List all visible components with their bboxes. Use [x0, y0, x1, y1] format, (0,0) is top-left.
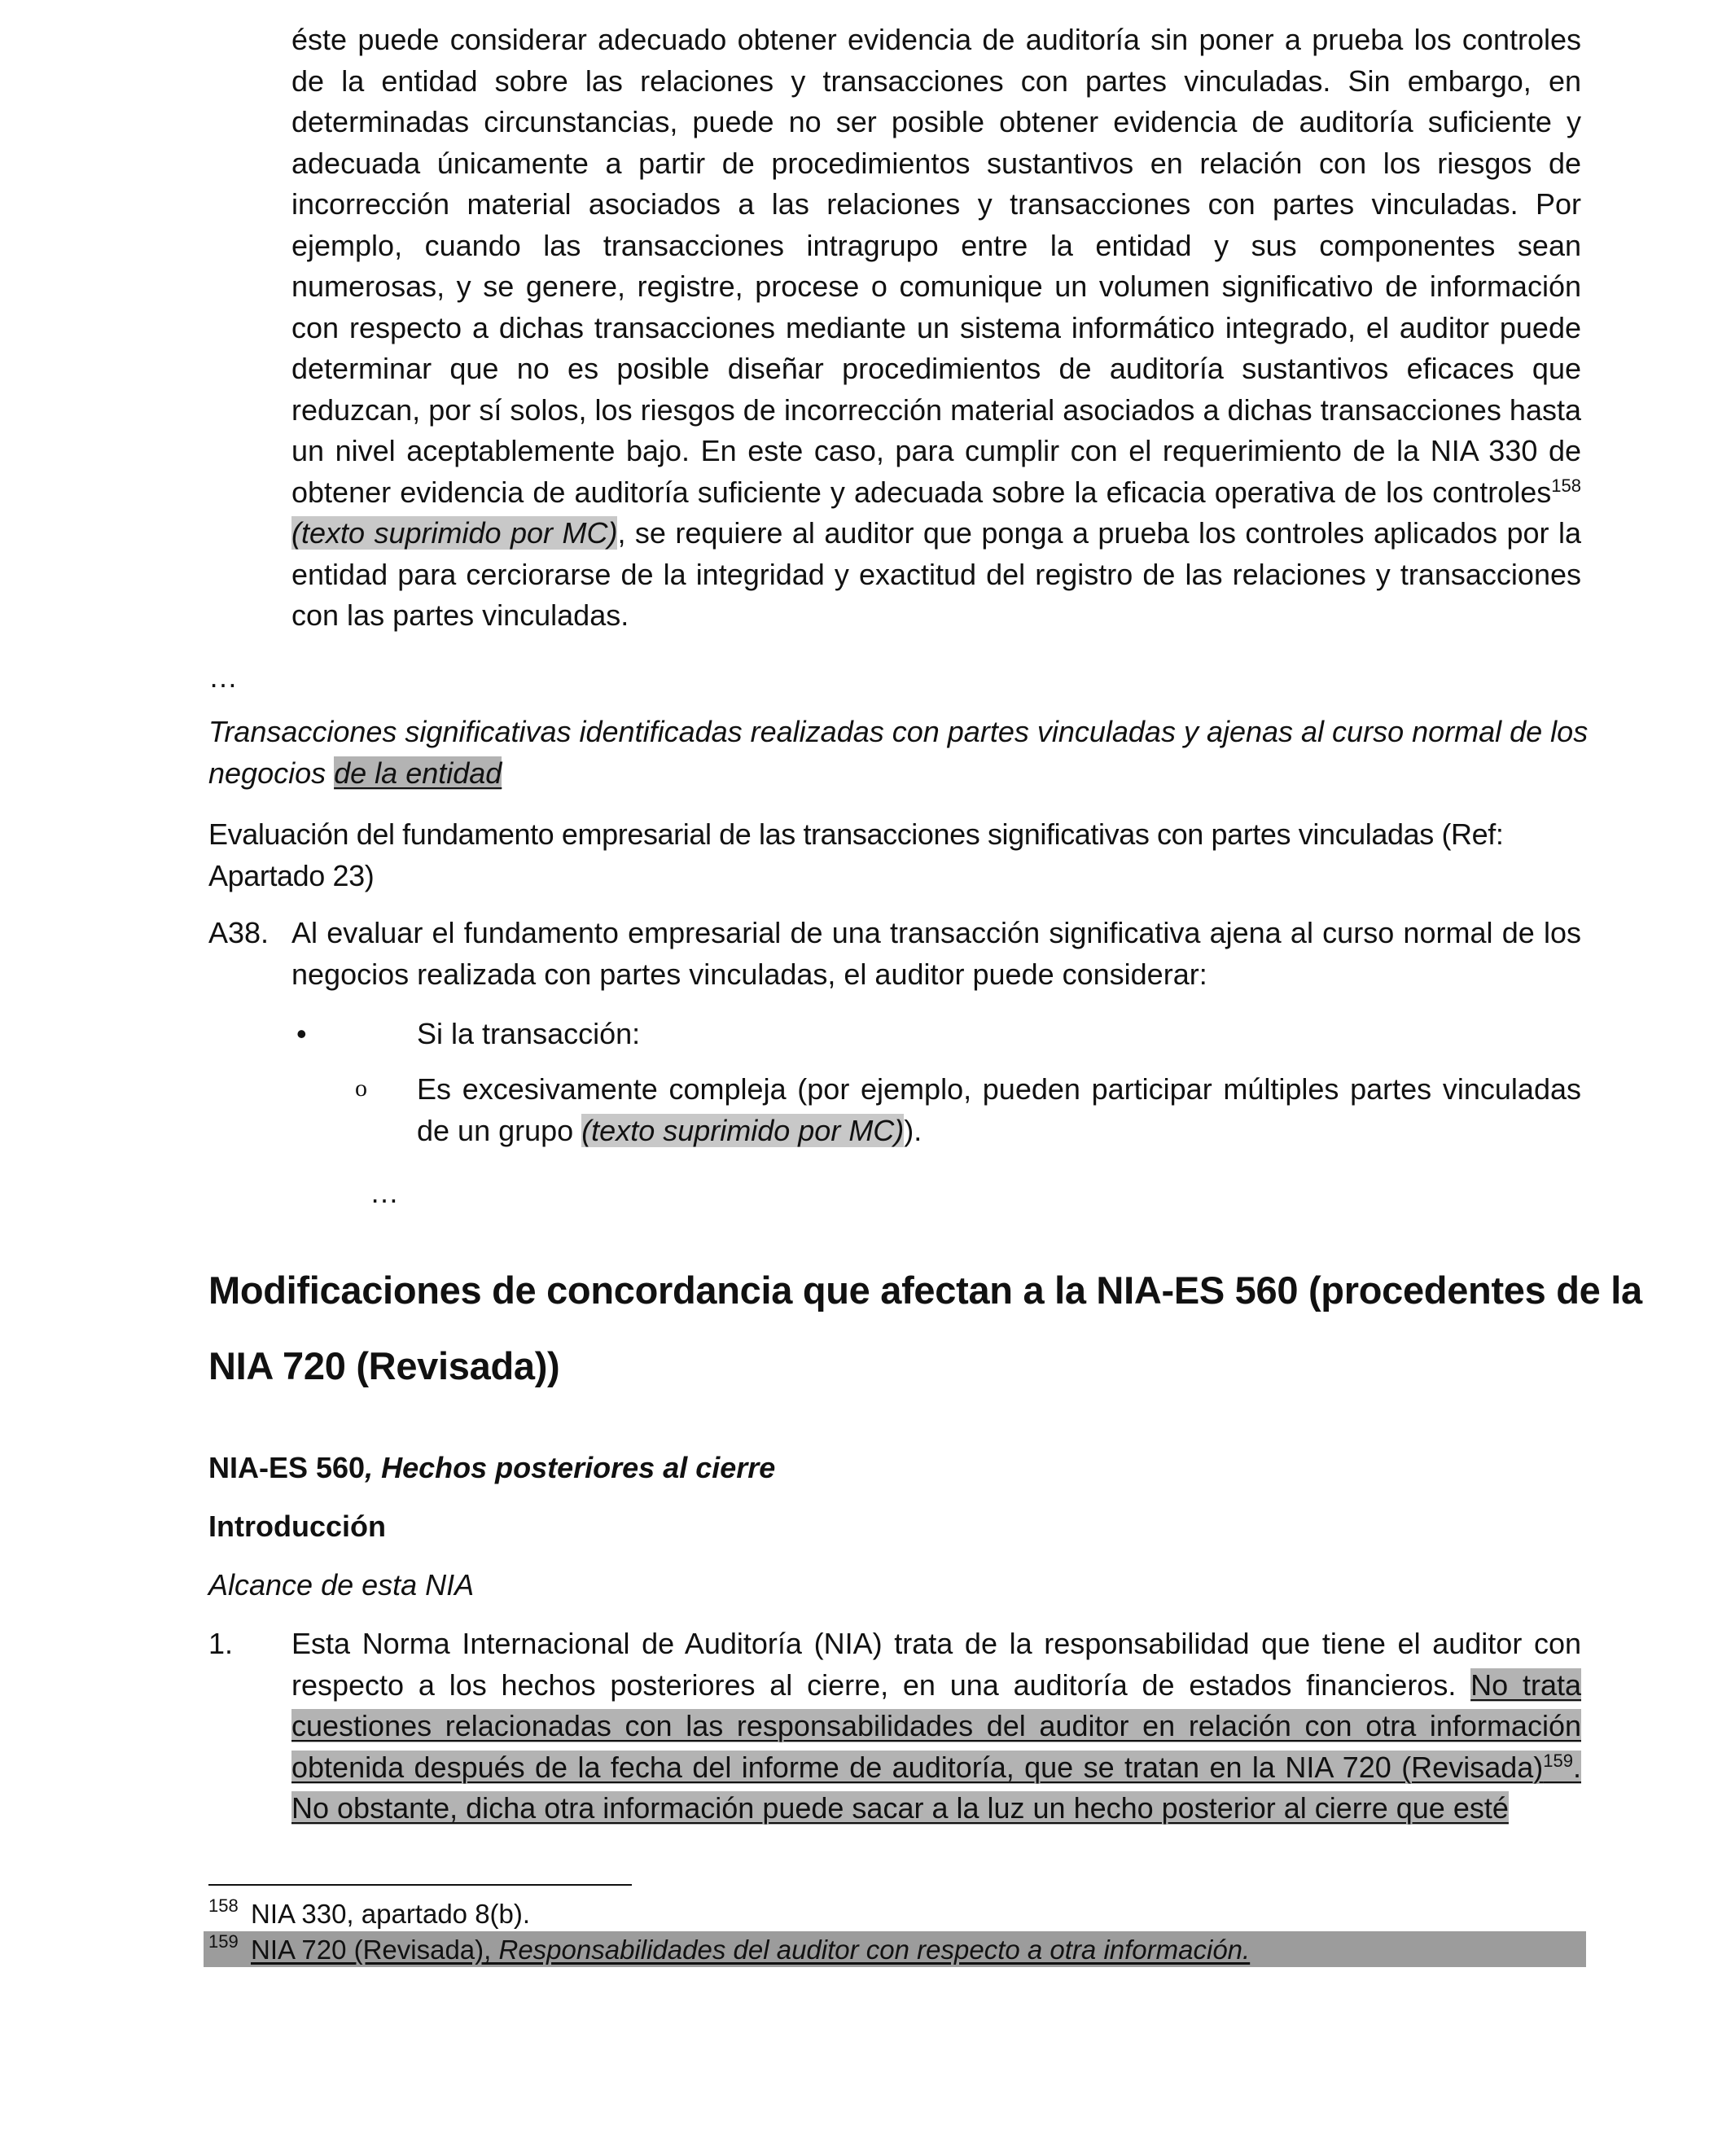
paragraph-1-text: Esta Norma Internacional de Auditoría (NIA) trata de la responsabilidad que tiene el auditor con respecto a los hechos posteriores al cierre, en una auditoría de estados financieros. [291, 1627, 1581, 1702]
footnote-text [251, 1933, 1250, 1967]
suppressed-text-marker: (texto suprimido por MC) [581, 1113, 905, 1147]
sub-bullet-text [417, 1069, 1581, 1151]
main-heading-line-2: NIA 720 (Revisada)) [208, 1344, 560, 1387]
standard-name: , Hechos posteriores al cierre [365, 1451, 776, 1484]
sub-bullet-main-text: Es excesivamente compleja (por ejemplo, pueden participar múltiples partes vinculadas de un grupo [417, 1072, 1581, 1147]
footnote-number: 159 [208, 1931, 239, 1952]
scope-heading: Alcance de esta NIA [208, 1568, 475, 1602]
continuation-paragraph [291, 20, 1581, 637]
footnote-text-plain: NIA 720 (Revisada), [251, 1935, 499, 1965]
footnote-text: NIA 330, apartado 8(b). [251, 1899, 531, 1929]
ellipsis: … [370, 1176, 399, 1209]
standard-code: NIA-ES 560 [208, 1451, 366, 1484]
section-heading-text: Transacciones significativas identificadas realizadas con partes vinculadas y ajenas al curso normal de los negocios [208, 715, 1589, 790]
ellipsis: … [208, 660, 238, 694]
sub-bullet-end: ). [904, 1113, 922, 1147]
inserted-text-part: No trata cuestiones relacionadas con las responsabilidades del auditor en relación con otra información obtenida después de la fecha del informe de auditoría, que se tratan en la NIA 720 (Revisada) [291, 1667, 1582, 1784]
paragraph-1 [291, 1624, 1581, 1830]
section-heading [208, 712, 1593, 794]
footnote-158 [208, 1895, 1584, 1931]
paragraph-text: éste puede considerar adecuado obtener evidencia de auditoría sin poner a prueba los controles de la entidad sobre las relaciones y transacciones con partes vinculadas. Sin embargo, en determinadas circunstancias, puede no ser posible obtener evidencia de auditoría suficiente y adecuada únicamente a partir de procedimientos sustantivos en relación con los riesgos de incorrección material asociados a las relaciones y transacciones con partes vinculadas. Por ejemplo, cuando las transacciones intragrupo entre la entidad y sus componentes sean numerosas, y se genere, registre, procese o comunique un volumen significativo de información con respecto a dichas transacciones mediante un sistema informático integrado, el auditor puede determinar que no es posible diseñar procedimientos de auditoría sustantivos eficaces que reduzcan, por sí solos, los riesgos de incorrección material asociados a dichas transacciones hasta un nivel aceptablemente bajo. En este caso, para cumplir con el requerimiento de la NIA 330 de obtener evidencia de auditoría suficiente y adecuada sobre la eficacia operativa de los controles [291, 23, 1581, 509]
footnote-number: 158 [208, 1895, 239, 1916]
paragraph-a38: Al evaluar el fundamento empresarial de una transacción significativa ajena al curso normal de los negocios realizada con partes vinculadas, el auditor puede considerar: [291, 916, 1581, 991]
paragraph-text-continued: , se requiere al auditor que ponga a prueba los controles aplicados por la entidad para cerciorarse de la integridad y exactitud del registro de las relaciones y transacciones con las partes vinculadas. [291, 516, 1582, 632]
footnote-text-italic: Responsabilidades del auditor con respecto a otra información. [498, 1935, 1251, 1965]
footnote-ref-158[interactable]: 158 [1551, 475, 1581, 496]
footnote-ref-159[interactable]: 159 [1543, 1750, 1573, 1771]
suppressed-text-marker: (texto suprimido por MC) [291, 516, 618, 550]
subheading: Evaluación del fundamento empresarial de las transacciones significativas con partes vinculadas (Ref: Apartado 23) [208, 817, 1504, 892]
footnote-159 [204, 1931, 1586, 1967]
inserted-text-part: . No obstante, dicha otra información puede sacar a la luz un hecho posterior al cierre que esté [291, 1750, 1581, 1825]
footnote-separator [208, 1884, 632, 1886]
standard-title [208, 1448, 775, 1489]
sub-bullet-icon: o [355, 1075, 367, 1102]
main-heading-line-1: Modificaciones de concordancia que afectan a la NIA-ES 560 (procedentes de la [208, 1269, 1642, 1312]
section-heading-inserted: de la entidad [334, 756, 502, 790]
intro-heading: Introducción [208, 1510, 386, 1543]
paragraph-number-a38: A38. [208, 916, 270, 949]
bullet-icon: • [296, 1017, 307, 1050]
paragraph-number-1: 1. [208, 1627, 234, 1660]
bullet-text: Si la transacción: [417, 1017, 641, 1050]
